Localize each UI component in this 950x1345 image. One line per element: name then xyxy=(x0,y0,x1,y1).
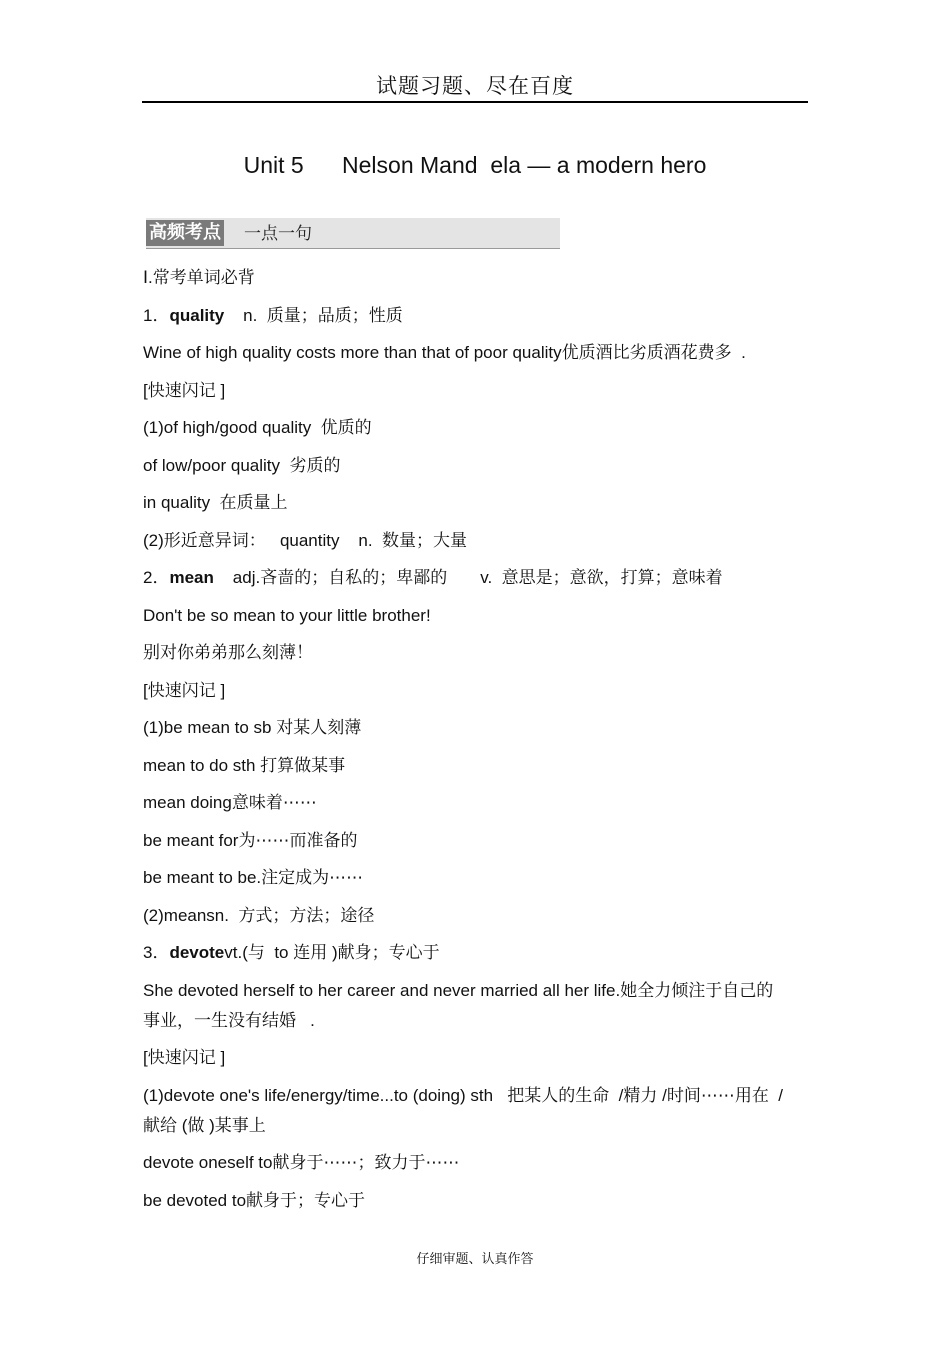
line-text: 事业，一生没有结婚 . xyxy=(143,1010,315,1030)
line-text: 献给 (做 )某事上 xyxy=(143,1115,266,1135)
text-line xyxy=(143,1111,823,1141)
line-text: Don't be so mean to your little brother! xyxy=(143,605,431,625)
text-line xyxy=(143,676,823,706)
header-divider xyxy=(142,101,808,103)
page-footer: 仔细审题、认真作答 xyxy=(416,1252,534,1267)
line-text: mean to do sth 打算做某事 xyxy=(143,755,346,775)
banner-label: 高频考点 xyxy=(146,220,224,246)
text-line xyxy=(143,413,823,443)
line-text: in quality 在质量上 xyxy=(143,493,288,512)
entry-number: 1． xyxy=(143,305,170,325)
text-line xyxy=(143,338,823,368)
line-text: be meant to be.注定成为⋯⋯ xyxy=(143,868,364,887)
unit-title: Unit 5 Nelson Mand ela — a modern hero xyxy=(243,152,707,178)
line-text: [快速闪记 ] xyxy=(143,1048,226,1067)
page-header-title: 试题习题、尽在百度 xyxy=(376,74,574,98)
entry-word: devote xyxy=(169,943,225,962)
text-line xyxy=(143,901,823,931)
text-line xyxy=(143,601,823,631)
text-line xyxy=(143,263,823,293)
banner-subtitle: 一点一句 xyxy=(244,224,312,244)
entry-number: 3． xyxy=(143,943,170,962)
line-text: (2)meansn. 方式；方法；途径 xyxy=(143,905,375,925)
line-text: [快速闪记 ] xyxy=(143,380,226,400)
text-line xyxy=(143,788,823,818)
line-text: (1)of high/good quality 优质的 xyxy=(143,418,372,437)
vocab-entry-line xyxy=(143,301,823,331)
text-line xyxy=(143,451,823,481)
line-text: (1)devote one's life/energy/time...to (doing) sth 把某人的生命 /精力 /时间⋯⋯用在 / xyxy=(143,1085,783,1105)
text-line xyxy=(143,1043,823,1073)
line-text: n. 质量；品质；性质 xyxy=(224,305,403,325)
line-text: vt.(与 to 连用 )献身；专心于 xyxy=(224,943,440,962)
text-line xyxy=(143,1006,823,1036)
text-line xyxy=(143,826,823,856)
line-text: [快速闪记 ] xyxy=(143,680,226,700)
text-line xyxy=(143,751,823,781)
line-text: of low/poor quality 劣质的 xyxy=(143,455,341,475)
entry-number: 2． xyxy=(143,568,170,587)
line-text: (2)形近意异词： quantity n. 数量；大量 xyxy=(143,530,468,550)
entry-word: mean xyxy=(169,568,214,587)
text-line xyxy=(143,976,823,1006)
line-text: (1)be mean to sb 对某人刻薄 xyxy=(143,718,362,737)
line-text: be devoted to献身于；专心于 xyxy=(143,1190,366,1210)
text-line xyxy=(143,488,823,518)
line-text: Ⅰ.常考单词必背 xyxy=(143,268,255,287)
line-text: devote oneself to献身于⋯⋯；致力于⋯⋯ xyxy=(143,1153,460,1172)
line-text: 别对你弟弟那么刻薄！ xyxy=(143,643,313,662)
text-line xyxy=(143,1148,823,1178)
text-line xyxy=(143,1186,823,1216)
line-text: Wine of high quality costs more than that of poor quality优质酒比劣质酒花费多 . xyxy=(143,343,746,362)
entry-word: quality xyxy=(169,305,225,325)
line-text: adj.吝啬的；自私的；卑鄙的 v. 意思是；意欲，打算；意味着 xyxy=(213,568,723,587)
section-banner xyxy=(146,218,560,249)
text-line xyxy=(143,638,823,668)
line-text: be meant for为⋯⋯而准备的 xyxy=(143,830,358,850)
line-text: mean doing意味着⋯⋯ xyxy=(143,793,317,812)
line-text: She devoted herself to her career and never married all her life.她全力倾注于自己的 xyxy=(143,980,774,1000)
document-body xyxy=(143,263,823,1223)
text-line xyxy=(143,1081,823,1111)
text-line xyxy=(143,713,823,743)
text-line xyxy=(143,863,823,893)
text-line xyxy=(143,376,823,406)
text-line xyxy=(143,526,823,556)
vocab-entry-line xyxy=(143,938,823,968)
vocab-entry-line xyxy=(143,563,823,593)
